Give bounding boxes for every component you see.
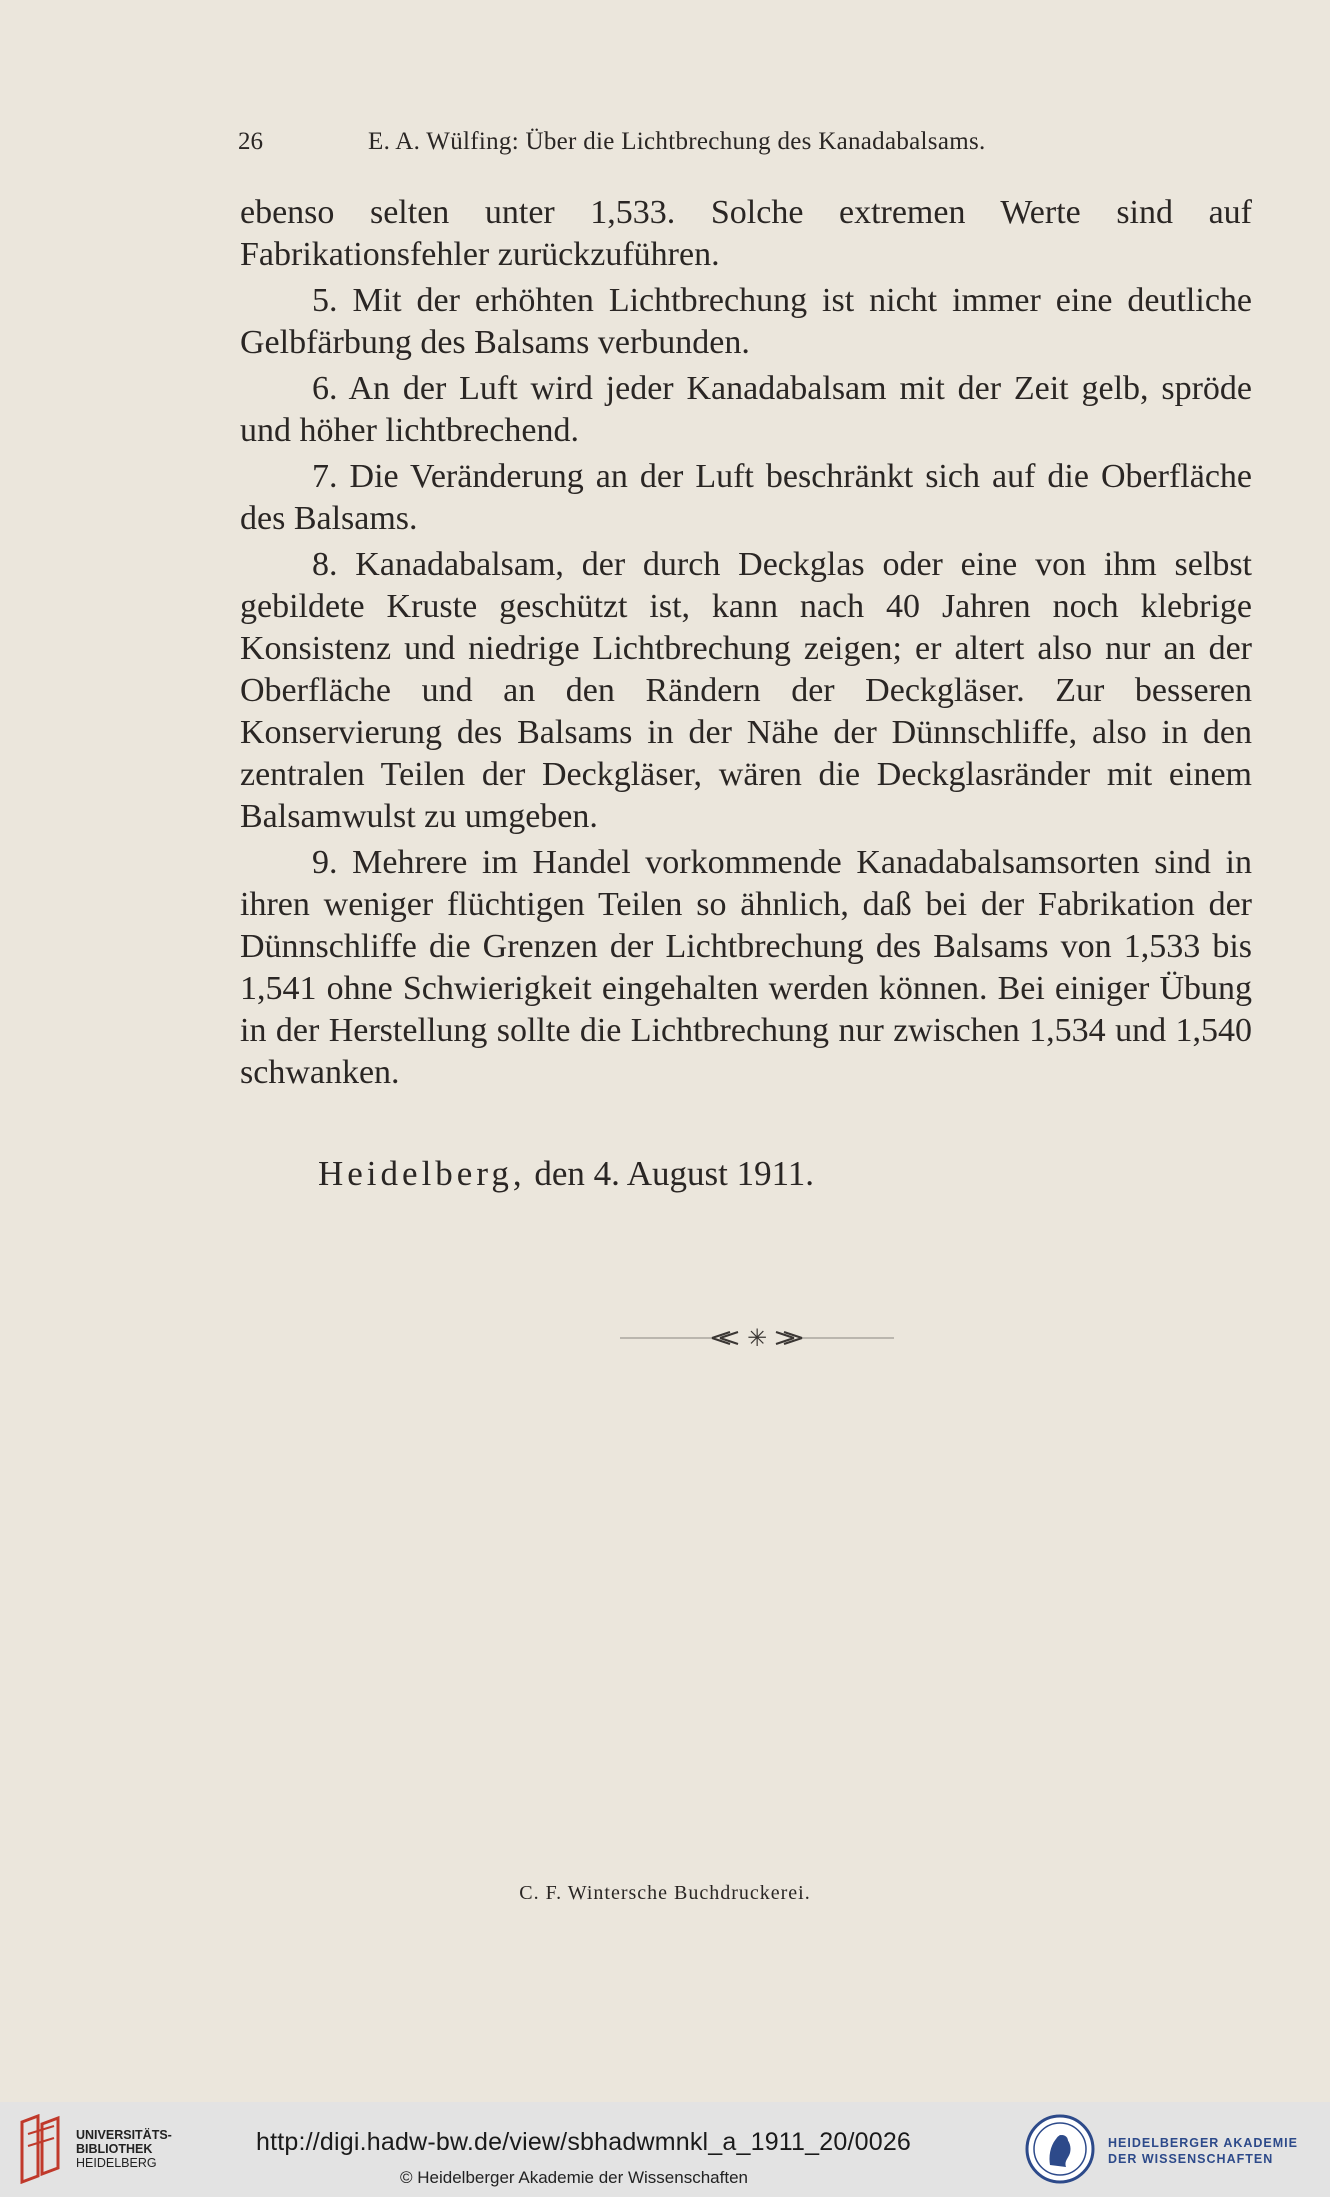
page-number: 26: [238, 128, 263, 155]
library-line-1: UNIVERSITÄTS-: [76, 2128, 172, 2142]
university-library-logo-icon: [14, 2114, 66, 2184]
paragraph-item-6: 6. An der Luft wird jeder Kanadabalsam mit der Zeit gelb, spröde und höher lichtbrechend.: [240, 370, 1252, 449]
library-line-2: BIBLIOTHEK: [76, 2142, 153, 2156]
paragraph-item-5: 5. Mit der erhöhten Lichtbrechung ist nicht immer eine deutliche Gelbfärbung des Balsams verbunden.: [240, 282, 1252, 361]
academy-name: [1108, 2135, 1298, 2167]
permalink-url[interactable]: http://digi.hadw-bw.de/view/sbhadwmnkl_a_1911_20/0026: [256, 2128, 912, 2156]
copyright-notice: © Heidelberger Akademie der Wissenschaften: [400, 2168, 748, 2187]
university-library-name: [76, 2128, 172, 2170]
academy-line-2: DER WISSENSCHAFTEN: [1108, 2152, 1274, 2166]
paragraph-item-8: 8. Kanadabalsam, der durch Deckglas oder eine von ihm selbst gebildete Kruste geschützt ist, kann nach 40 Jahren noch klebrige Konsistenz und niedrige Lichtbrechung zeigen; er altert also nur an der Oberfläche und an den Rändern der Deckgläser. Zur besseren Konservierung des Balsams in der Nähe der Dünnschliffe, also in den zentralen Teilen der Deckgläser, wären die Deckglasränder mit einem Balsamwulst zu umgeben.: [240, 546, 1252, 835]
library-line-3: HEIDELBERG: [76, 2156, 157, 2170]
dateline: [318, 1154, 814, 1194]
ornament-divider-icon: [620, 1318, 894, 1358]
paragraph-item-7: 7. Die Veränderung an der Luft beschränkt sich auf die Oberfläche des Balsams.: [240, 458, 1252, 537]
printer-imprint: C. F. Wintersche Buchdruckerei.: [519, 1882, 811, 1904]
dateline-date: den 4. August 1911.: [534, 1154, 815, 1193]
paragraph-continuation: ebenso selten unter 1,533. Solche extremen Werte sind auf Fabrikationsfehler zurückzuführen.: [240, 194, 1252, 273]
body-text: [240, 192, 1252, 1098]
footer-bar: [0, 2102, 1330, 2197]
paragraph-item-9: 9. Mehrere im Handel vorkommende Kanadabalsamsorten sind in ihren weniger flüchtigen Teilen so ähnlich, daß bei der Fabrikation der Dünnschliffe die Grenzen der Lichtbrechung des Balsams von 1,533 bis 1,541 ohne Schwierigkeit eingehalten werden können. Bei einiger Übung in der Herstellung sollte die Lichtbrechung nur zwischen 1,534 und 1,540 schwanken.: [240, 844, 1252, 1091]
dateline-place: Heidelberg,: [318, 1154, 526, 1193]
svg-text:✳: ✳: [746, 1324, 768, 1352]
running-title: E. A. Wülfing: Über die Lichtbrechung des Kanadabalsams.: [368, 128, 986, 155]
running-header: [238, 128, 1112, 168]
academy-line-1: HEIDELBERGER AKADEMIE: [1108, 2136, 1298, 2150]
academy-seal-icon: [1024, 2113, 1096, 2185]
